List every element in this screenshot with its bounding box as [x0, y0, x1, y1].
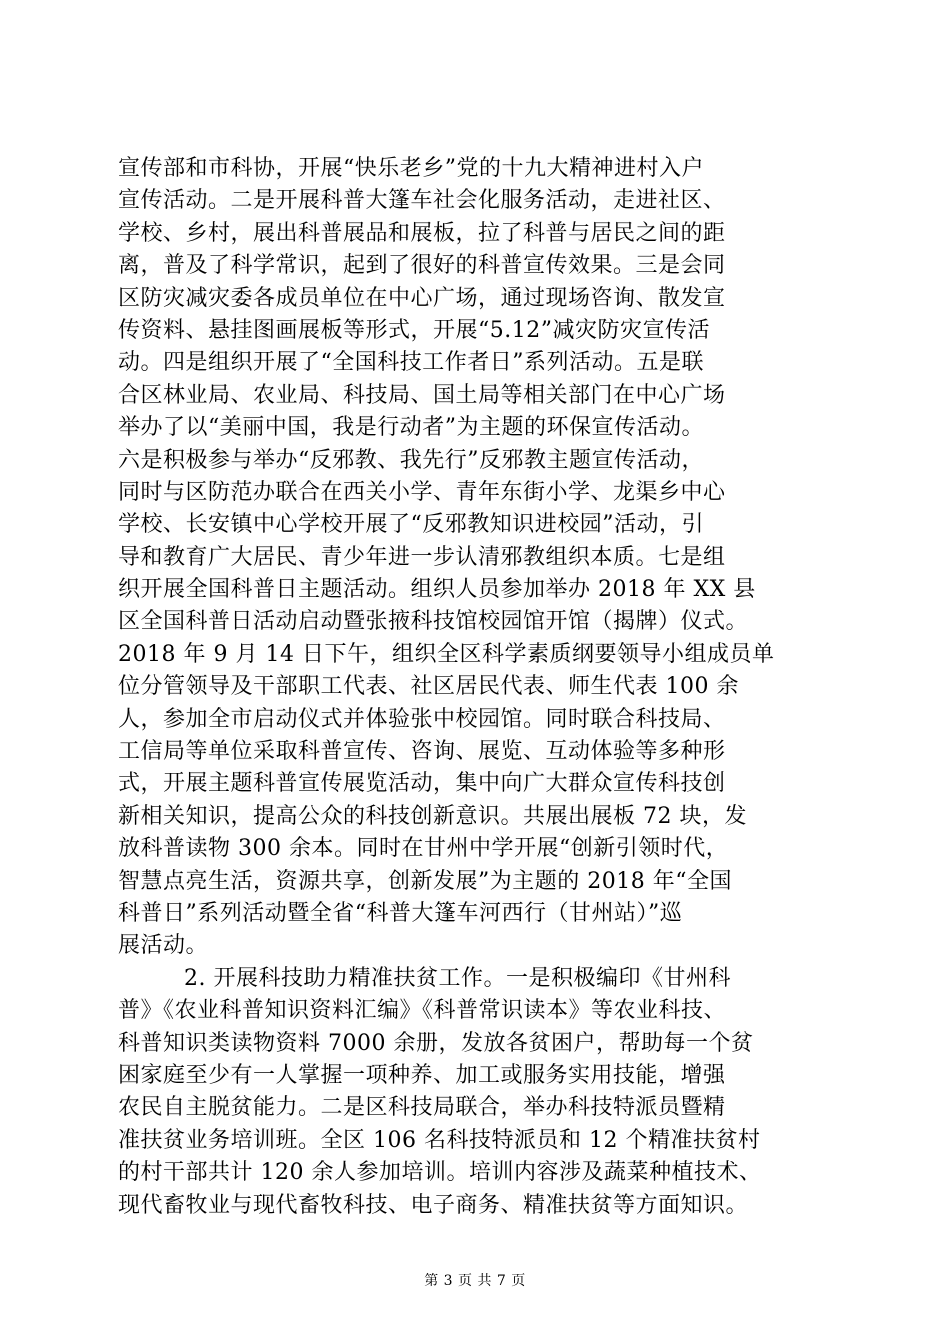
text-line: 举办了以“美丽中国，我是行动者”为主题的环保宣传活动。: [118, 415, 704, 441]
text-line: 工信局等单位采取科普宣传、咨询、展览、互动体验等多种形: [118, 739, 726, 765]
text-line: 的村干部共计 120 余人参加培训。培训内容涉及蔬菜种植技术、: [118, 1160, 762, 1186]
text-line: 困家庭至少有一人掌握一项种养、加工或服务实用技能，增强: [118, 1062, 726, 1088]
text-line: 人，参加全市启动仪式并体验张中校园馆。同时联合科技局、: [118, 706, 726, 732]
page-number-footer: 第 3 页 共 7 页: [424, 1273, 526, 1289]
text-line: 区全国科普日活动启动暨张掖科技馆校园馆开馆（揭牌）仪式。: [118, 609, 749, 635]
text-line: 区防灾减灾委各成员单位在中心广场，通过现场咨询、散发宣: [118, 285, 726, 311]
text-line: 2018 年 9 月 14 日下午，组织全区科学素质纲要领导小组成员单: [118, 641, 775, 667]
text-line: 普》《农业科普知识资料汇编》《科普常识读本》等农业科技、: [118, 998, 727, 1024]
text-line: 织开展全国科普日主题活动。组织人员参加举办 2018 年 XX 县: [118, 577, 756, 603]
text-line: 放科普读物 300 余本。同时在甘州中学开展“创新引领时代，: [118, 836, 729, 862]
text-line: 展活动。: [118, 933, 209, 959]
text-line: 宣传活动。二是开展科普大篷车社会化服务活动，走进社区、: [118, 188, 726, 214]
text-line: 学校、长安镇中心学校开展了“反邪教知识进校园”活动，引: [118, 512, 704, 538]
text-line: 准扶贫业务培训班。全区 106 名科技特派员和 12 个精准扶贫村: [118, 1127, 761, 1153]
text-line: 离，普及了科学常识，起到了很好的科普宣传效果。三是会同: [118, 253, 726, 279]
text-line: 学校、乡村，展出科普展品和展板，拉了科普与居民之间的距: [118, 220, 726, 246]
text-line: 智慧点亮生活，资源共享，创新发展”为主题的 2018 年“全国: [118, 868, 732, 894]
text-line: 位分管领导及干部职工代表、社区居民代表、师生代表 100 余: [118, 674, 739, 700]
text-line: 农民自主脱贫能力。二是区科技局联合，举办科技特派员暨精: [118, 1095, 726, 1121]
text-line: 传资料、悬挂图画展板等形式，开展“5.12”减灾防灾宣传活: [118, 317, 710, 343]
text-line: 科普知识类读物资料 7000 余册，发放各贫困户，帮助每一个贫: [118, 1030, 754, 1056]
text-line: 宣传部和市科协，开展“快乐老乡”党的十九大精神进村入户: [118, 156, 704, 181]
body-text: [118, 153, 838, 1222]
text-line: 式，开展主题科普宣传展览活动，集中向广大群众宣传科技创: [118, 771, 726, 797]
text-line: 动。四是组织开展了“全国科技工作者日”系列活动。五是联: [118, 350, 704, 376]
text-line: 导和教育广大居民、青少年进一步认清邪教组织本质。七是组: [118, 544, 726, 570]
text-line: 六是积极参与举办“反邪教、我先行”反邪教主题宣传活动，: [118, 447, 704, 473]
text-line: 合区林业局、农业局、科技局、国土局等相关部门在中心广场: [118, 382, 726, 408]
text-line: 新相关知识，提高公众的科技创新意识。共展出展板 72 块，发: [118, 803, 747, 829]
text-line: 同时与区防范办联合在西关小学、青年东街小学、龙渠乡中心: [118, 479, 726, 505]
paragraph-start-line: 2. 开展科技助力精准扶贫工作。一是积极编印《甘州科: [184, 965, 731, 991]
text-line: 现代畜牧业与现代畜牧科技、电子商务、精准扶贫等方面知识。: [118, 1192, 749, 1218]
text-line: 科普日”系列活动暨全省“科普大篷车河西行（甘州站）”巡: [118, 900, 683, 926]
